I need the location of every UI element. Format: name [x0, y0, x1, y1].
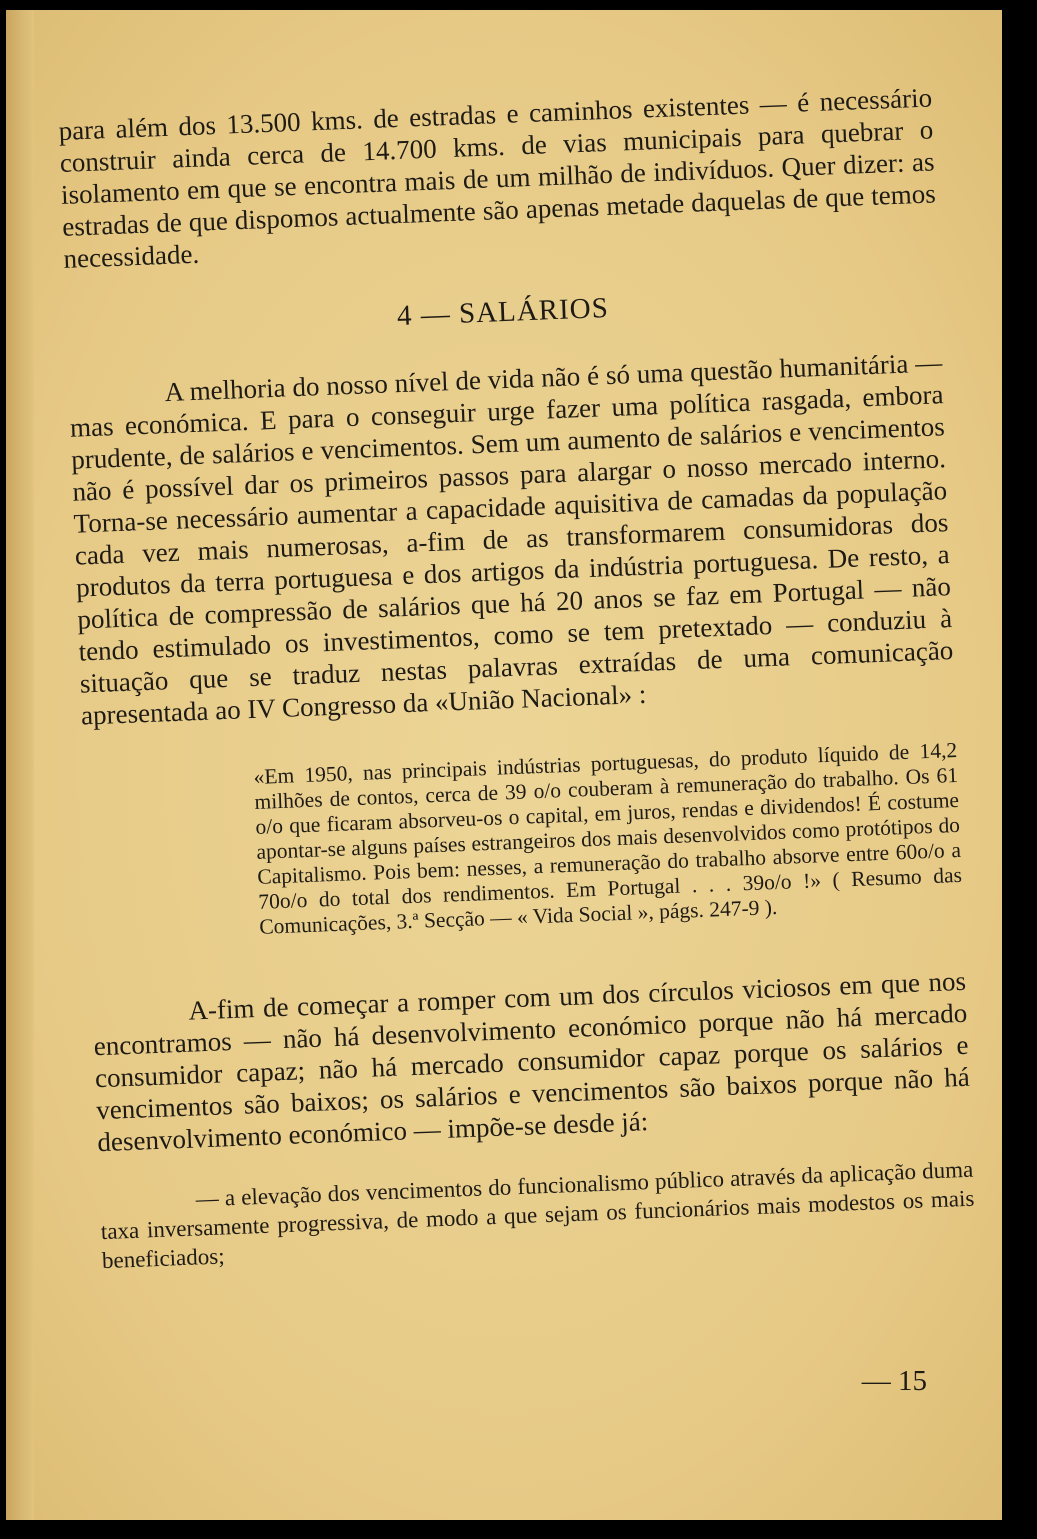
paragraph-salarios: A melhoria do nosso nível de vida não é só uma questão humanitária — mas económica. E para o conseguir urge fazer uma política rasgada, embora prudente, de salários e vencimentos. Sem um aumento de salários e vencimentos não é possível dar os primeiros passos para alargar o nosso mercado interno. Torna-se necessário aumentar a capacidade aquisitiva de camadas da população cada vez mais numerosas, a-fim de as transformarem consumidoras dos produtos da terra portuguesa e dos artigos da indústria portuguesa. De resto, a política de compressão de salários que há 20 anos se faz em Portugal — não tendo estimulado os investimentos, como se tem pretextado — conduziu à situação que se traduz nestas palavras extraídas de uma comunicação apresentada ao IV Congresso da «União Nacional» :: [69, 347, 954, 731]
page-gutter: [6, 10, 34, 1520]
paragraph-circulos: A-fim de começar a romper com um dos círculos viciosos em que nos encontramos — não há desenvolvimento económico porque não há mercado consumidor capaz; não há mercado consumidor capaz porque os salários e vencimentos são baixos; os salários e vencimentos são baixos porque não há desenvolvimento económico — impõe-se desde já:: [93, 965, 971, 1158]
section-heading: 4 — SALÁRIOS: [396, 292, 610, 333]
page-text: [58, 81, 976, 1275]
page-number: — 15: [861, 1365, 927, 1397]
book-page: [6, 10, 1002, 1520]
list-item-funcionalismo: — a elevação dos vencimentos do funcionalismo público através da aplicação duma taxa inversamente progressiva, de modo a que sejam os funcionários mais modestos os mais beneficiados;: [100, 1156, 975, 1274]
block-quote: «Em 1950, nas principais indústrias portuguesas, do produto líquido de 14,2 milhões de contos, cerca de 39 o/o couberam à remuneração do trabalho. Os 61 o/o que ficaram absorveu-os o capital, em juros, rendas e dividendos! É costume apontar-se alguns países estrangeiros dos mais desenvolvidos como protótipos do Capitalismo. Pois bem: nesses, a remuneração do trabalho absorve entre 60o/o a 70o/o do total dos rendimentos. Em Portugal . . . 39o/o !» ( Resumo das Comunicações, 3.ª Secção — « Vida Social », págs. 247-9 ).: [253, 737, 963, 939]
intro-paragraph: para além dos 13.500 kms. de estradas e caminhos existentes — é necessário construir ainda cerca de 14.700 kms. de vias municipais para quebrar o isolamento em que se encontra mais de um milhão de indivíduos. Quer dizer: as estradas de que dispomos actualmente são apenas metade daquelas de que temos necessidade.: [58, 82, 937, 274]
